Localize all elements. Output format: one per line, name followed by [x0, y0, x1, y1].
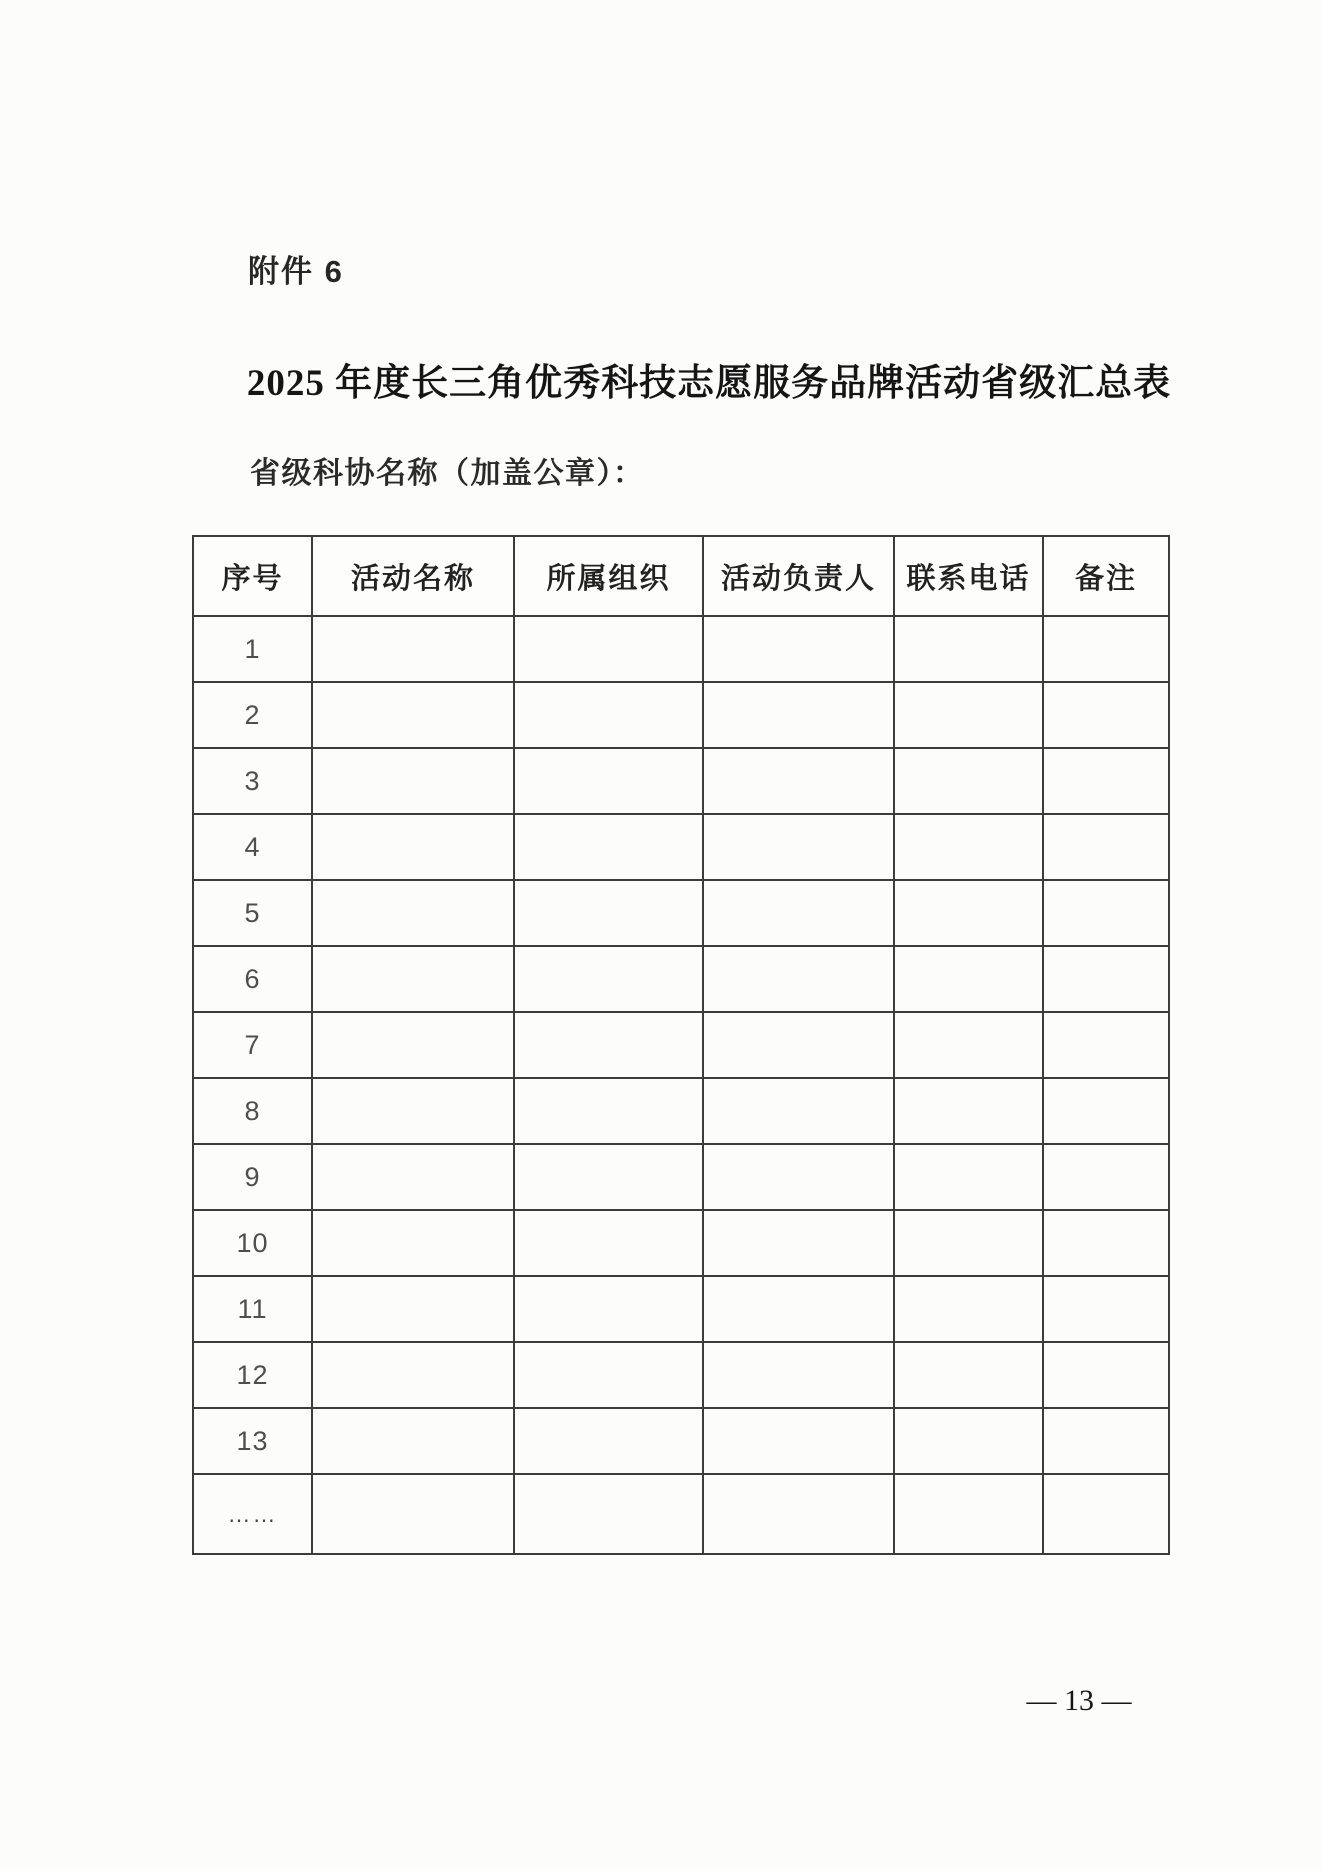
table-row: [193, 1144, 1169, 1210]
table-cell: [514, 946, 703, 1012]
row-number-cell: 6: [193, 946, 312, 1012]
table-cell: [312, 814, 514, 880]
table-cell: [514, 682, 703, 748]
table-cell: [1043, 1342, 1169, 1408]
table-cell: [1043, 1078, 1169, 1144]
table-cell: [703, 1144, 894, 1210]
table-cell: [312, 946, 514, 1012]
table-cell: [1043, 682, 1169, 748]
table-row: [193, 682, 1169, 748]
table-cell: [894, 748, 1043, 814]
table-cell: [894, 946, 1043, 1012]
table-cell: [514, 1012, 703, 1078]
table-cell: [312, 1012, 514, 1078]
row-number-cell: 8: [193, 1078, 312, 1144]
attachment-label: 附件 6: [248, 254, 344, 289]
table-cell: [514, 1210, 703, 1276]
table-cell: [703, 880, 894, 946]
row-number-cell: 9: [193, 1144, 312, 1210]
row-number-cell: 2: [193, 682, 312, 748]
table-cell: [703, 1474, 894, 1554]
table-cell: [703, 682, 894, 748]
table-cell: [1043, 748, 1169, 814]
table-cell: [703, 748, 894, 814]
row-number-cell: 13: [193, 1408, 312, 1474]
table-cell: [514, 1474, 703, 1554]
table-row: [193, 748, 1169, 814]
table-cell: [514, 880, 703, 946]
table-cell: [894, 880, 1043, 946]
table-cell: [1043, 1276, 1169, 1342]
table-cell: [703, 946, 894, 1012]
table-cell: [1043, 880, 1169, 946]
table-cell: [894, 1210, 1043, 1276]
summary-table: [192, 535, 1170, 1555]
table-row: [193, 1210, 1169, 1276]
table-cell: [514, 1342, 703, 1408]
table-cell: [1043, 1144, 1169, 1210]
row-number-cell: 10: [193, 1210, 312, 1276]
table-row: [193, 1078, 1169, 1144]
table-cell: [312, 616, 514, 682]
table-cell: [703, 814, 894, 880]
table-cell: [703, 1012, 894, 1078]
table-cell: [894, 616, 1043, 682]
table-cell: [312, 682, 514, 748]
page-number: — 13 —: [1026, 1684, 1132, 1717]
row-number-cell: 7: [193, 1012, 312, 1078]
table-cell: [894, 1342, 1043, 1408]
column-header-phone: 联系电话: [894, 536, 1043, 616]
table-cell: [894, 1078, 1043, 1144]
table-row: [193, 946, 1169, 1012]
table-cell: [312, 1408, 514, 1474]
row-number-cell: 3: [193, 748, 312, 814]
table-cell: [514, 1276, 703, 1342]
table-cell: [894, 1012, 1043, 1078]
table-cell: [1043, 814, 1169, 880]
row-number-cell: 12: [193, 1342, 312, 1408]
table-cell: [703, 1408, 894, 1474]
column-header-remarks: 备注: [1043, 536, 1169, 616]
table-cell: [1043, 1210, 1169, 1276]
table-row: [193, 1408, 1169, 1474]
table-cell: [703, 616, 894, 682]
table-row: [193, 814, 1169, 880]
table-cell: [703, 1210, 894, 1276]
table-cell: [894, 1474, 1043, 1554]
table-cell: [312, 1210, 514, 1276]
table-cell: [1043, 1474, 1169, 1554]
table-cell: [1043, 616, 1169, 682]
row-number-cell: 11: [193, 1276, 312, 1342]
table-cell: [312, 1276, 514, 1342]
table-row-ellipsis: [193, 1474, 1169, 1554]
table-header-row: [193, 536, 1169, 616]
table-cell: [312, 1342, 514, 1408]
table-cell: [1043, 1408, 1169, 1474]
table-row: [193, 1012, 1169, 1078]
table-cell: [1043, 946, 1169, 1012]
column-header-serial: 序号: [193, 536, 312, 616]
table-cell: [514, 1144, 703, 1210]
page-title: 2025 年度长三角优秀科技志愿服务品牌活动省级汇总表: [246, 363, 1172, 404]
table-cell: [894, 682, 1043, 748]
table-cell: [312, 880, 514, 946]
table-cell: [894, 1408, 1043, 1474]
column-header-organization: 所属组织: [514, 536, 703, 616]
table-cell: [703, 1342, 894, 1408]
row-number-cell: 5: [193, 880, 312, 946]
table-cell: [312, 748, 514, 814]
table-cell: [312, 1078, 514, 1144]
table-cell: [894, 1144, 1043, 1210]
table-cell: [703, 1276, 894, 1342]
table-cell: [1043, 1012, 1169, 1078]
table-cell: [514, 814, 703, 880]
row-number-cell: ……: [193, 1474, 312, 1554]
table-cell: [514, 616, 703, 682]
table-cell: [703, 1078, 894, 1144]
column-header-activity-name: 活动名称: [312, 536, 514, 616]
table-row: [193, 1276, 1169, 1342]
table-row: [193, 616, 1169, 682]
table-cell: [312, 1474, 514, 1554]
table-cell: [312, 1144, 514, 1210]
row-number-cell: 4: [193, 814, 312, 880]
table-cell: [894, 814, 1043, 880]
org-name-seal-label: 省级科协名称（加盖公章）：: [250, 457, 645, 490]
table-cell: [514, 1408, 703, 1474]
table-cell: [514, 748, 703, 814]
table-cell: [514, 1078, 703, 1144]
table-row: [193, 1342, 1169, 1408]
row-number-cell: 1: [193, 616, 312, 682]
column-header-leader: 活动负责人: [703, 536, 894, 616]
table-row: [193, 880, 1169, 946]
table-cell: [894, 1276, 1043, 1342]
